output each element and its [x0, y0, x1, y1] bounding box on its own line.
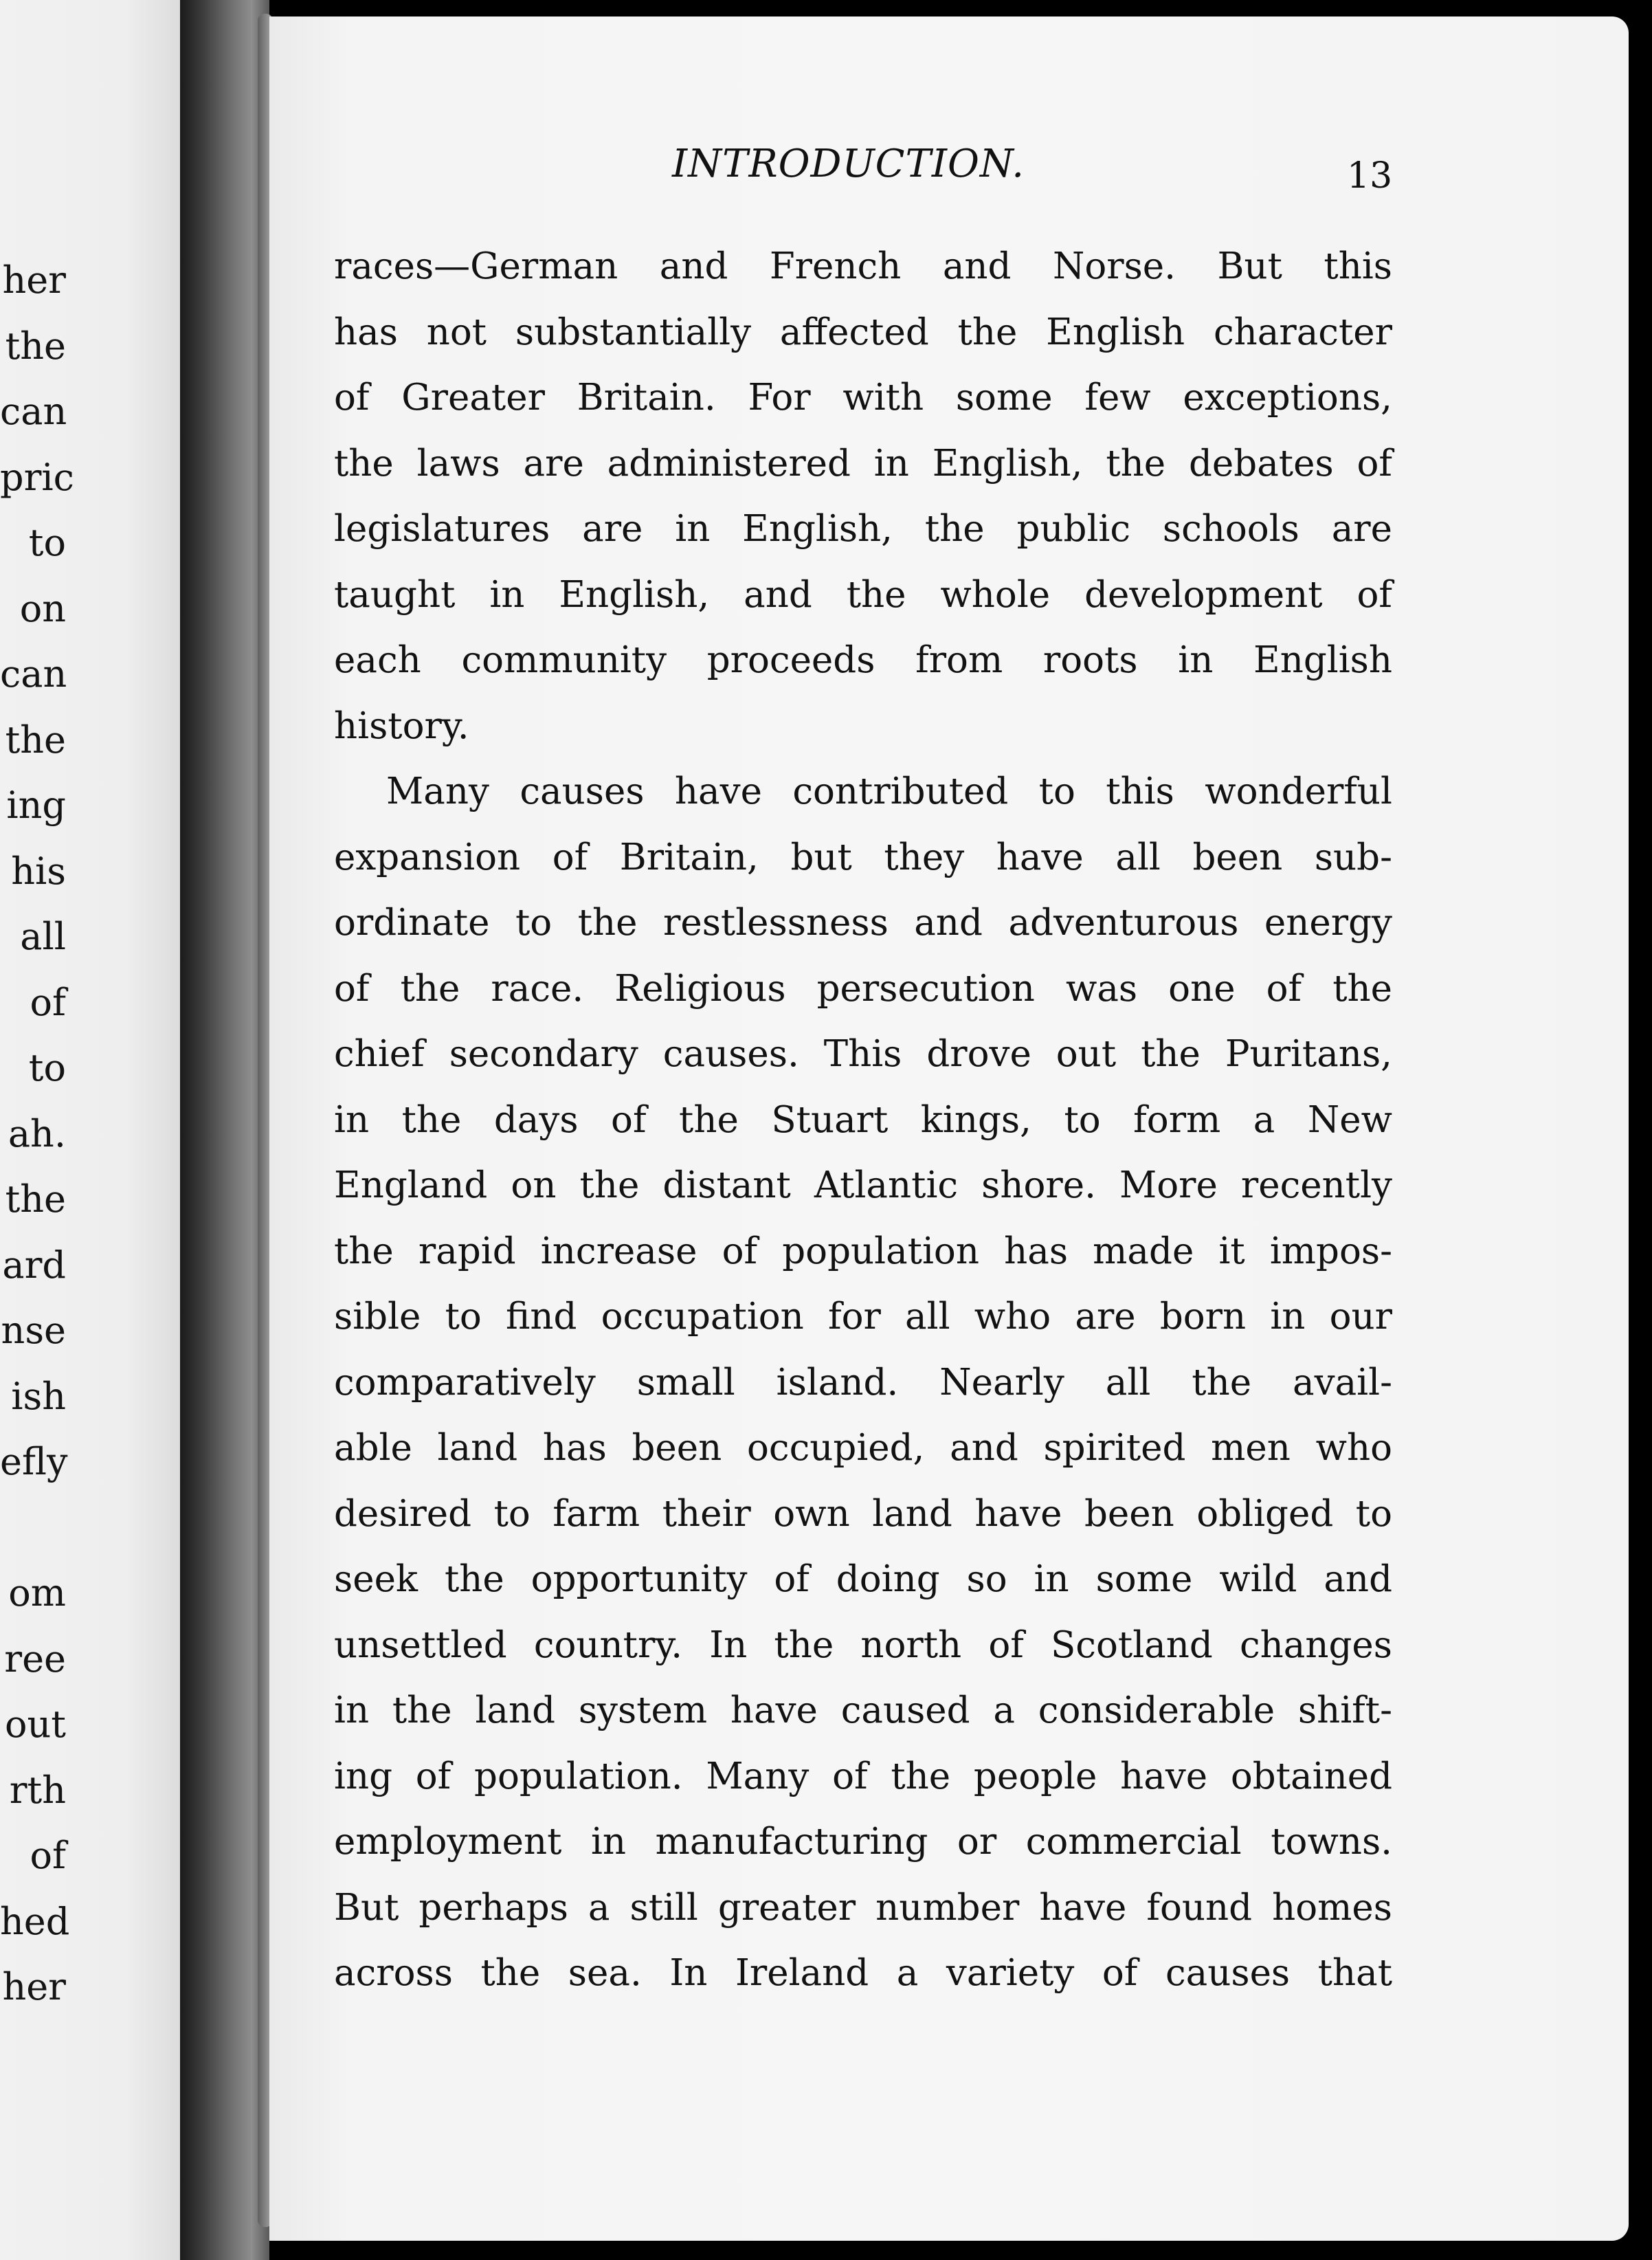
facing-page-line: can [0, 652, 67, 696]
facing-page-line: out [5, 1703, 66, 1746]
text-line: across the sea. In Ireland a variety of causes that [334, 1952, 1392, 1994]
text-line: legislatures are in English, the public schools are [334, 508, 1392, 550]
text-line: the rapid increase of population has made it impos- [334, 1230, 1392, 1272]
text-line: of Greater Britain. For with some few exceptions, [334, 377, 1392, 419]
facing-page-line: her [2, 1965, 66, 2008]
text-line: expansion of Britain, but they have all been sub- [334, 836, 1392, 878]
text-line: in the days of the Stuart kings, to form a New [334, 1098, 1392, 1141]
text-line: taught in English, and the whole development of [334, 573, 1392, 616]
text-line: ordinate to the restlessness and adventurous energy [334, 902, 1392, 944]
paragraph-first-line: Many causes have contributed to this wonderful [386, 771, 1392, 812]
facing-page-line: hed [0, 1899, 70, 1943]
facing-page-line: the [5, 324, 66, 368]
text-line: ing of population. Many of the people have obtained [334, 1755, 1392, 1797]
facing-page-line: her [2, 258, 66, 302]
facing-page-line: can [0, 390, 67, 433]
facing-page-line: ish [11, 1374, 66, 1418]
facing-page-text [0, 258, 180, 2031]
facing-page-line: to [28, 521, 66, 564]
text-line: in the land system have caused a considerable shift- [334, 1690, 1392, 1731]
body-text [334, 243, 1392, 2016]
facing-page-line: all [20, 915, 66, 958]
facing-page-line: the [5, 718, 66, 762]
text-line: But perhaps a still greater number have found homes [334, 1886, 1392, 1929]
facing-page-line: rth [9, 1768, 66, 1812]
page-number: 13 [1347, 155, 1393, 197]
text-line: England on the distant Atlantic shore. More recently [334, 1164, 1392, 1206]
facing-page-line: efly [0, 1440, 68, 1483]
text-line: comparatively small island. Nearly all the avail- [334, 1361, 1392, 1404]
facing-page-left [0, 0, 180, 2260]
text-line: each community proceeds from roots in English [334, 639, 1392, 681]
facing-page-line: of [30, 1834, 66, 1877]
running-title: INTRODUCTION. [672, 142, 1025, 186]
facing-page-line: to [28, 1046, 66, 1089]
text-line: has not substantially affected the English character [334, 311, 1392, 353]
facing-page-line: ing [6, 784, 66, 827]
facing-page-line: ree [4, 1637, 66, 1681]
text-line: races—German and French and Norse. But this [334, 245, 1392, 287]
facing-page-line: pric [0, 455, 74, 499]
facing-page-line: his [11, 849, 66, 893]
facing-page-line: ard [2, 1243, 66, 1287]
text-line: the laws are administered in English, the debates of [334, 442, 1392, 485]
text-line: history. [334, 705, 469, 747]
text-line: seek the opportunity of doing so in some wild and [334, 1558, 1392, 1600]
facing-page-line: ah. [8, 1111, 66, 1155]
book-gutter-shadow [180, 0, 269, 2260]
facing-page-line [0, 1506, 180, 1572]
facing-page-line: of [30, 980, 66, 1024]
facing-page-line: the [5, 1177, 66, 1221]
text-line: sible to find occupation for all who are born in our [334, 1296, 1392, 1338]
text-line: able land has been occupied, and spirited men who [334, 1427, 1392, 1469]
facing-page-line: on [19, 586, 66, 630]
text-line: employment in manufacturing or commercial towns. [334, 1821, 1392, 1863]
text-line: chief secondary causes. This drove out the Puritans, [334, 1033, 1392, 1075]
text-line: desired to farm their own land have been obliged to [334, 1492, 1392, 1535]
facing-page-line: nse [1, 1309, 66, 1352]
facing-page-line: om [8, 1571, 66, 1615]
text-line: of the race. Religious persecution was one of the [334, 967, 1392, 1010]
text-line: unsettled country. In the north of Scotland changes [334, 1624, 1392, 1666]
